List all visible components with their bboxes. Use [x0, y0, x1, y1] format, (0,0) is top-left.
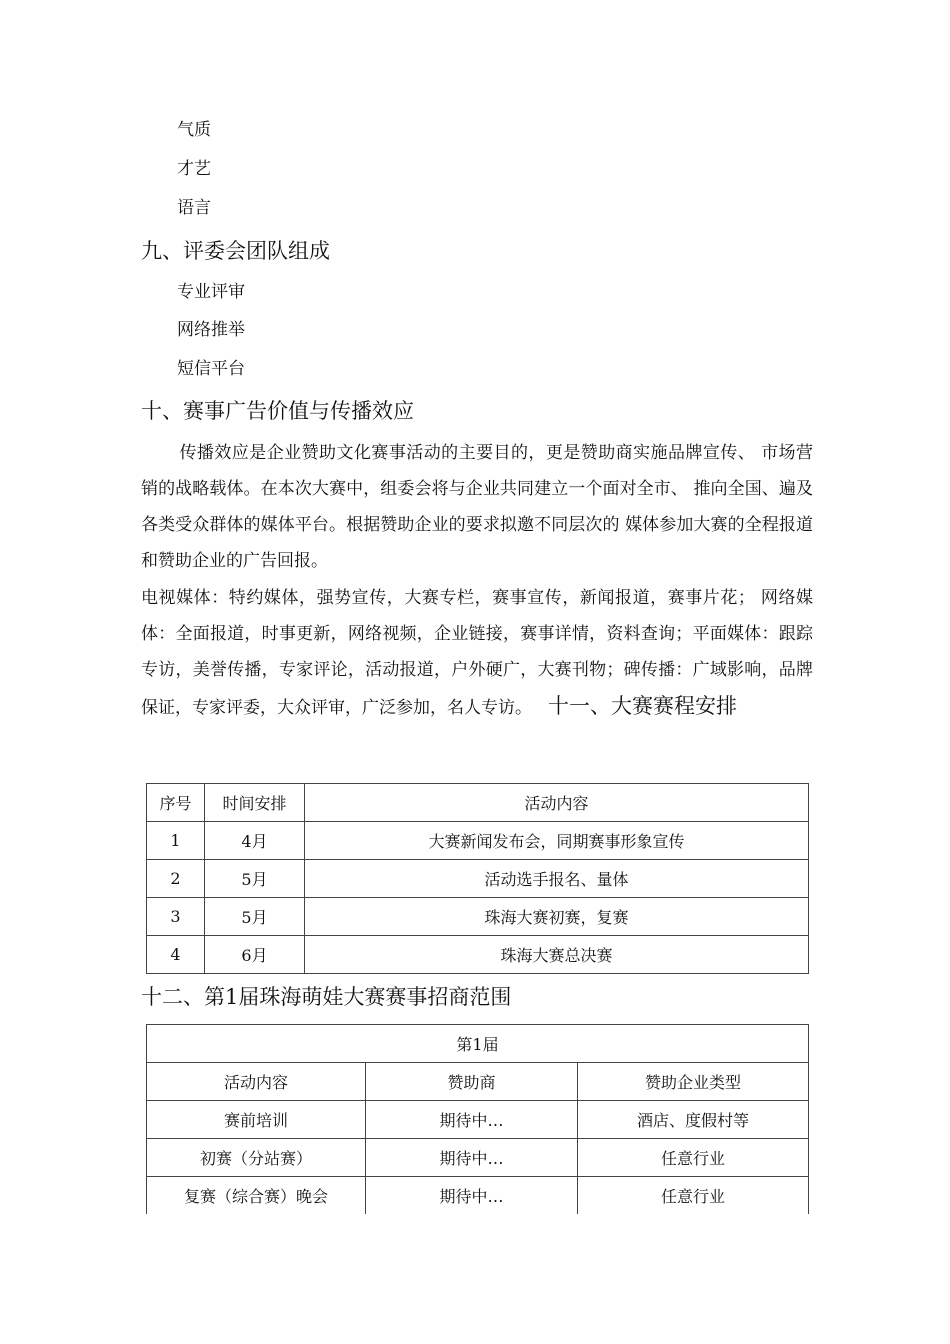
table-row: [147, 1177, 809, 1215]
table-cell: 4: [147, 936, 205, 974]
section-heading-judges: 九、评委会团队组成: [141, 239, 330, 263]
table-cell: 大赛新闻发布会，同期赛事形象宣传: [305, 822, 809, 860]
table-cell: 3: [147, 898, 205, 936]
media-paragraph: [141, 580, 813, 726]
table-cell: 任意行业: [578, 1177, 809, 1215]
table-cell: 珠海大赛总决赛: [305, 936, 809, 974]
list-item: 短信平台: [177, 359, 245, 379]
column-header: 序号: [147, 784, 205, 822]
table-header-row: [147, 1063, 809, 1101]
table-cell: 酒店、度假村等: [578, 1101, 809, 1139]
media-text: 电视媒体：特约媒体，强势宣传，大赛专栏，赛事宣传，新闻报道，赛事片花； 网络媒体：全面报道，时事更新，网络视频，企业链接，赛事详情，资料查询；平面媒体：跟踪专访，美誉传播，专家评论，活动报道，户外硬广，大赛刊物；碑传播：广域影响，品牌保证，专家评委，大众评审，广泛参加，名人专访。: [141, 588, 813, 718]
table-cell: 4月: [205, 822, 305, 860]
column-header: 活动内容: [305, 784, 809, 822]
table-row: [147, 936, 809, 974]
list-item: 语言: [177, 198, 211, 218]
table-cell: 期待中…: [366, 1139, 578, 1177]
table-row: [147, 1139, 809, 1177]
table-cell: 赛前培训: [147, 1101, 366, 1139]
column-header: 活动内容: [147, 1063, 366, 1101]
list-item: 气质: [177, 120, 211, 140]
table-row: [147, 860, 809, 898]
table-title-row: [147, 1025, 809, 1063]
table-cell: 2: [147, 860, 205, 898]
table-cell: 期待中…: [366, 1101, 578, 1139]
schedule-table: [146, 783, 809, 974]
table-cell: 5月: [205, 898, 305, 936]
table-cell: 活动选手报名、量体: [305, 860, 809, 898]
table-cell: 初赛（分站赛）: [147, 1139, 366, 1177]
body-paragraph: [141, 435, 813, 579]
table-cell: 珠海大赛初赛，复赛: [305, 898, 809, 936]
table-row: [147, 822, 809, 860]
table-cell: 1: [147, 822, 205, 860]
section-heading-sponsorship: 十二、第1届珠海萌娃大赛赛事招商范围: [141, 985, 512, 1009]
section-heading-schedule: 十一、大赛赛程安排: [548, 694, 737, 718]
column-header: 时间安排: [205, 784, 305, 822]
table-row: [147, 1101, 809, 1139]
section-heading-advertising: 十、赛事广告价值与传播效应: [141, 399, 414, 423]
list-item: 网络推举: [177, 320, 245, 340]
column-header: 赞助商: [366, 1063, 578, 1101]
table-cell: 5月: [205, 860, 305, 898]
table-row: [147, 898, 809, 936]
column-header: 赞助企业类型: [578, 1063, 809, 1101]
list-item: 专业评审: [177, 282, 245, 302]
table-title: 第1届: [147, 1025, 809, 1063]
table-cell: 任意行业: [578, 1139, 809, 1177]
paragraph-text: 传播效应是企业赞助文化赛事活动的主要目的，更是赞助商实施品牌宣传、 市场营销的战略载体。在本次大赛中，组委会将与企业共同建立一个面对全市、 推向全国、遍及各类受众群体的媒体平台。根据赞助企业的要求拟邀不同层次的 媒体参加大赛的全程报道和赞助企业的广告回报。: [141, 443, 813, 571]
table-cell: 6月: [205, 936, 305, 974]
table-cell: 复赛（综合赛）晚会: [147, 1177, 366, 1215]
table-header-row: [147, 784, 809, 822]
list-item: 才艺: [177, 159, 211, 179]
sponsor-table: [146, 1024, 809, 1214]
table-cell: 期待中…: [366, 1177, 578, 1215]
